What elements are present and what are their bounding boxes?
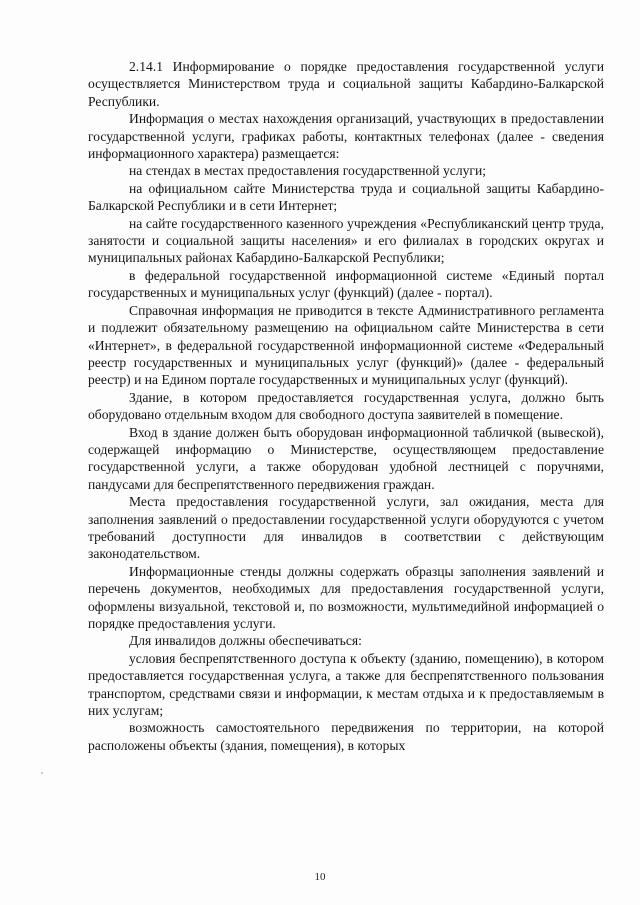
page-number: 10	[314, 871, 326, 883]
paragraph-federal-system: в федеральной государственной информационной системе «Единый портал государственных и муниципальных услуг (функций) (далее - портал).	[88, 267, 604, 301]
paragraph-service-places: Места предоставления государственной услуги, зал ожидания, места для заполнения заявлений о предоставлении государственной услуги оборудуются с учетом требований доступности для инвалидов в соответствии с действующим законодательством.	[88, 494, 604, 562]
paragraph-entrance: Вход в здание должен быть оборудован информационной табличкой (вывеской), содержащей информацию о Министерстве, осуществляющем предоставление государственной услуги, а также оборудован удобной лестницей с поручнями, пандусами для беспрепятственного передвижения граждан.	[88, 424, 604, 492]
paragraph-info-stands: Информационные стенды должны содержать образцы заполнения заявлений и перечень документов, необходимых для предоставления государственной услуги, оформлены визуальной, текстовой и, по возможности, мультимедийной информацией о порядке предоставления услуги.	[88, 563, 604, 631]
paragraph-reference-info: Справочная информация не приводится в тексте Административного регламента и подлежит обязательному размещению на официальном сайте Министерства в сети «Интернет», в федеральной государственной информационной системе «Федеральный реестр государственных и муниципальных услуг (функций)» (далее - федеральный реестр) и на Едином портале государственных и муниципальных услуг (функций).	[88, 302, 604, 388]
document-body	[88, 58, 604, 754]
scan-speck	[41, 772, 43, 774]
paragraph-institution-site: на сайте государственного казенного учреждения «Республиканский центр труда, занятости и социальной защиты населения» и его филиалах в городских округах и муниципальных районах Кабардино-Балкарской Республики;	[88, 215, 604, 266]
paragraph-stands: на стендах в местах предоставления государственной услуги;	[129, 163, 487, 179]
paragraph-access-conditions: условия беспрепятственного доступа к объекту (зданию, помещению), в котором предоставляется государственная услуга, а также для беспрепятственного пользования транспортом, средствами связи и информации, к местам отдыха и к предоставляемым в них услугам;	[88, 650, 604, 719]
paragraph-building: Здание, в котором предоставляется государственная услуга, должно быть оборудовано отдельным входом для свободного доступа заявителей в помещение.	[88, 389, 604, 423]
paragraph-info-places: Информация о местах нахождения организаций, участвующих в предоставлении государственной услуги, графиках работы, контактных телефонах (далее - сведения информационного характера) размещается:	[88, 111, 604, 162]
paragraph-official-site: на официальном сайте Министерства труда и социальной защиты Кабардино-Балкарской Республики и в сети Интернет;	[88, 180, 604, 214]
paragraph-movement: возможность самостоятельного передвижения по территории, на которой расположены объекты (здания, помещения), в которых	[88, 720, 604, 753]
paragraph-disabled-heading: Для инвалидов должны обеспечиваться:	[129, 633, 362, 649]
paragraph-2-14-1: 2.14.1 Информирование о порядке предоставления государственной услуги осуществляется Министерством труда и социальной защиты Кабардино-Балкарской Республики.	[88, 59, 604, 109]
